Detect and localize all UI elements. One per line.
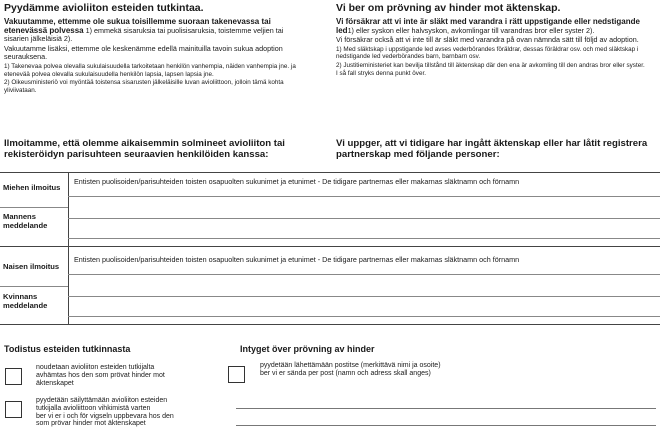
pickup-line-2: avhämtas hos den som prövat hinder mot (36, 371, 165, 379)
right-intro-p2: Vi försäkrar också att vi inte till är släkt med varandra på ovan nämnda sätt till följd av adoption. (336, 35, 639, 45)
left-intro-p2: Vakuutamme lisäksi, ettemme ole keskenämme edellä mainituilla tavoin sukua adoption seurauksena. (4, 43, 283, 62)
table-bottom-line (0, 324, 660, 325)
keep-line-4: som prövar hinder mot äktenskapet (36, 420, 146, 428)
left-note2: 2) Oikeusministeriö voi myöntää toistensa sisarusten jälkeläisille luvan avioliittoon, jolloin tämä kohta yliviivataan. (4, 79, 284, 94)
keep-line-2: tutkijalla avioliittoon vihkimistä varten (36, 404, 151, 412)
right-intro-bold: Vi försäkrar att vi inte är släkt med varandra i rätt uppstigande eller nedstigande led (336, 17, 640, 35)
table-top-line (0, 172, 660, 173)
right-intro-rest: 1) eller syskon eller halvsyskon, avkomlingar till varandras bror eller syster 2). (347, 25, 595, 35)
pickup-option-text (36, 364, 165, 387)
left-section-heading: Ilmoitamme, että olemme aikaisemmin solmineet avioliiton tai rekisteröidyn parisuhteen seuraavien henkilöiden kanssa: (4, 138, 285, 160)
husband-line-3[interactable] (68, 238, 660, 239)
wife-label-sv: Kvinnans meddelande (3, 292, 48, 310)
keep-line-3: ber vi er i och för vigseln uppbevara hos den (36, 412, 174, 420)
right-note1: 1) Med släktskap i uppstigande led avses vederbörandes föräldrar, dessas föräldrar osv. och med släktskap i nedstigande led vederbörandes barn, barnbarn osv. (336, 45, 639, 61)
keep-checkbox[interactable] (5, 401, 22, 418)
husband-label-divider (0, 207, 68, 208)
pickup-checkbox[interactable] (5, 368, 22, 385)
right-cert-title: Intyget över prövning av hinder (240, 344, 375, 354)
wife-line-3[interactable] (68, 316, 660, 317)
husband-label-fi: Miehen ilmoitus (3, 183, 61, 192)
keep-option-text (36, 397, 174, 428)
wife-spouse-hint: Entisten puolisoiden/parisuhteiden toisten osapuolten sukunimet ja etunimet - De tidigare partnernas eller makarnas släktnamn och förnamn (74, 255, 520, 264)
wife-label-divider (0, 286, 68, 287)
post-line-2: ber vi er sända per post (namn och adress skall anges) (260, 369, 431, 377)
husband-line-1[interactable] (68, 196, 660, 197)
left-intro-rest: 1) emmekä sisaruksia tai puolisisaruksia, toistemme veljien tai sisarien jälkeläisiä 2). (4, 25, 284, 44)
left-cert-title: Todistus esteiden tutkinnasta (4, 344, 131, 354)
husband-spouse-hint: Entisten puolisoiden/parisuhteiden toisten osapuolten sukunimet ja etunimet - De tidigare partnernas eller makarnas släktnamn och förnamn (74, 177, 520, 186)
left-note1: 1) Takenevaa polvea olevalla sukulaisuudella tarkoitetaan henkilön vanhempia, näiden vanhempia jne. ja etenevää polvea olevalla sukulaisuudella henkilön lapsia, lapsen lapsia jne. (4, 62, 296, 78)
left-intro-bold: Vakuutamme, ettemme ole sukua toisillemme suoraan takenevassa tai etenevässä polvessa (4, 17, 271, 35)
right-section-heading: Vi uppger, att vi tidigare har ingått äktenskap eller har låtit registrera partnerskap med följande personer: (336, 138, 648, 160)
right-heading: Vi ber om prövning av hinder mot äktenskap. (336, 2, 561, 14)
post-checkbox[interactable] (228, 366, 245, 383)
post-line-1: pyydetään lähettämään postitse (merkittävä nimi ja osoite) (260, 362, 441, 369)
keep-line-1: pyydetään säilyttämään avioliiton esteiden (36, 397, 168, 404)
label-column-divider (68, 172, 69, 324)
left-heading: Pyydämme avioliiton esteiden tutkintaa. (4, 2, 204, 14)
pickup-line-3: äktenskapet (36, 379, 74, 387)
post-option-text (260, 362, 441, 378)
husband-label-sv: Mannens meddelande (3, 212, 48, 230)
pickup-line-1: noudetaan avioliiton esteiden tutkijalta (36, 364, 155, 371)
left-intro (4, 18, 310, 95)
table-mid-line (0, 246, 660, 247)
address-line-2[interactable] (236, 425, 656, 426)
right-intro (336, 18, 648, 78)
right-note2: 2) Justitieministeriet kan bevilja tillstånd till äktenskap där den ena är avkomling till den andras bror eller syster. I så fall stryks denna punkt över. (336, 61, 645, 77)
husband-line-2[interactable] (68, 218, 660, 219)
wife-line-1[interactable] (68, 274, 660, 275)
address-line-1[interactable] (236, 408, 656, 409)
wife-line-2[interactable] (68, 296, 660, 297)
wife-label-fi: Naisen ilmoitus (3, 262, 60, 271)
